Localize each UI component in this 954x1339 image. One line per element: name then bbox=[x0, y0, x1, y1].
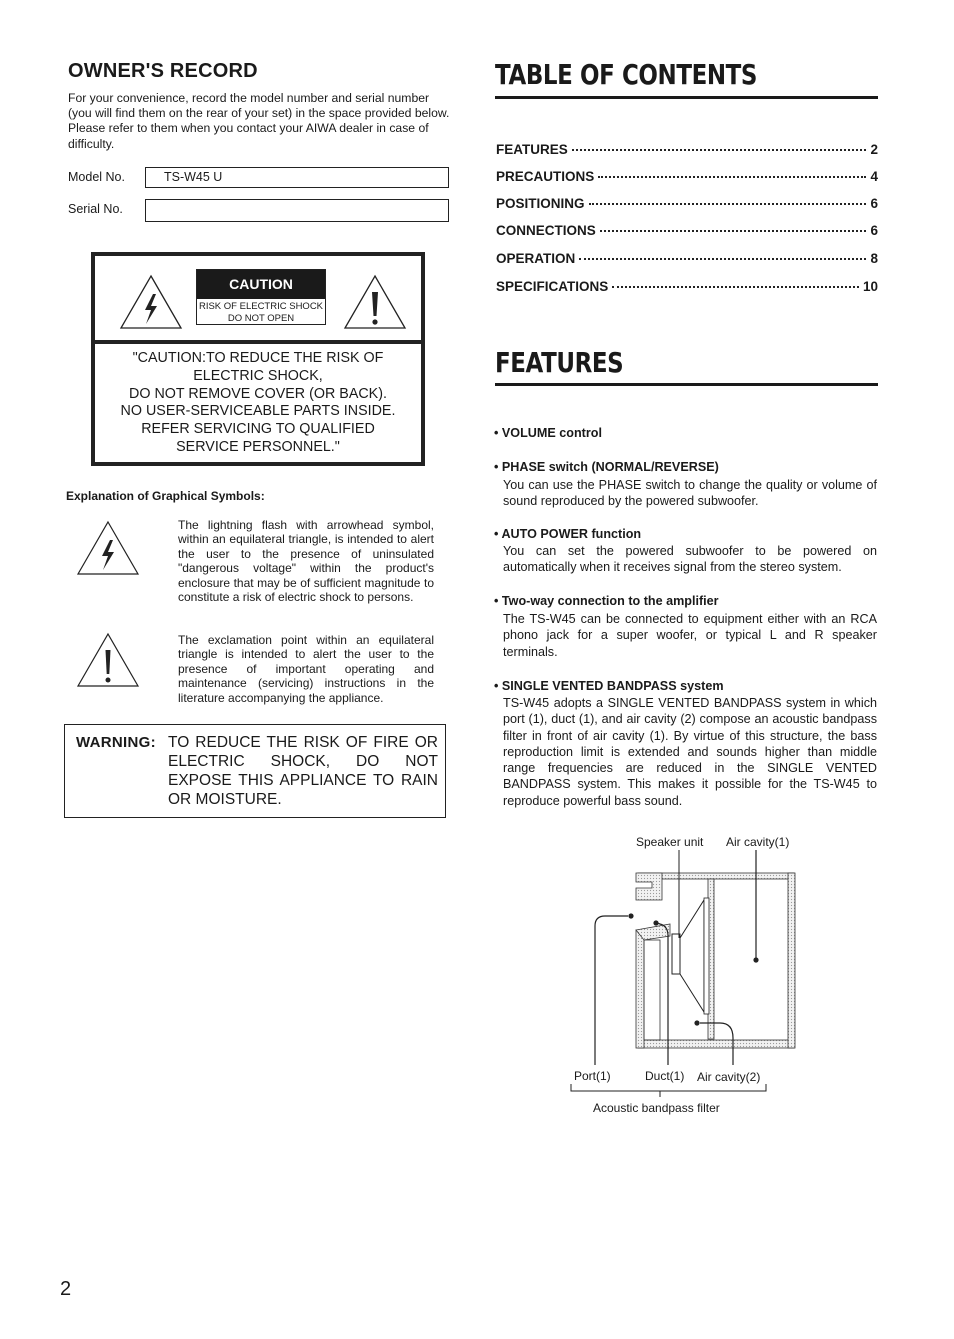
toc-entry-page: 8 bbox=[870, 251, 878, 266]
toc-entry-connections[interactable] bbox=[496, 223, 878, 238]
caution-line: SERVICE PERSONNEL." bbox=[176, 438, 340, 455]
diagram-label-duct-1: Duct(1) bbox=[645, 1069, 685, 1083]
diagram-label-air-cavity-2: Air cavity(2) bbox=[697, 1070, 761, 1084]
toc-entry-specifications[interactable] bbox=[496, 279, 878, 294]
serial-number-label: Serial No. bbox=[68, 202, 123, 216]
toc-entry-operation[interactable] bbox=[496, 251, 878, 266]
caution-line: DO NOT REMOVE COVER (OR BACK). bbox=[129, 385, 387, 402]
toc-entry-label: PRECAUTIONS bbox=[496, 169, 595, 184]
caution-line: REFER SERVICING TO QUALIFIED bbox=[141, 421, 375, 438]
diagram-label-air-cavity-1: Air cavity(1) bbox=[726, 835, 790, 849]
warning-box bbox=[64, 724, 446, 818]
caution-subtext-1: RISK OF ELECTRIC SHOCK bbox=[198, 301, 324, 312]
warning-text: TO REDUCE THE RISK OF FIRE OR ELECTRIC SHOCK, DO NOT EXPOSE THIS APPLIANCE TO RAIN OR MOISTURE. bbox=[168, 734, 438, 808]
feature-title: • VOLUME control bbox=[494, 426, 602, 440]
feature-description: TS-W45 adopts a SINGLE VENTED BANDPASS system in which port (1), duct (1), and air cavity (2) compose an acoustic bandpass filter in front of air cavity (1). By virtue of this structure, the bass reproduction limit is extended and sounds higher than middle range frequencies are reduced in the SINGLE VENTED BANDPASS system. This makes it possible for the TS-W45 to reproduce powerful bass sound. bbox=[503, 696, 877, 808]
warning-label: WARNING: bbox=[76, 734, 156, 751]
exclamation-triangle-icon bbox=[76, 632, 140, 688]
toc-leader bbox=[589, 203, 867, 205]
diagram-label-acoustic-filter: Acoustic bandpass filter bbox=[593, 1101, 720, 1115]
toc-entry-label: SPECIFICATIONS bbox=[496, 279, 609, 294]
toc-entry-page: 10 bbox=[862, 279, 878, 294]
lightning-triangle-icon bbox=[119, 274, 183, 330]
owners-record-title: OWNER'S RECORD bbox=[68, 60, 258, 82]
caution-message bbox=[95, 350, 421, 457]
toc-leader bbox=[572, 149, 867, 151]
model-number-label: Model No. bbox=[68, 170, 125, 184]
exclamation-symbol-explanation: The exclamation point within an equilateral triangle is intended to alert the user to the presence of important operating and maintenance (servicing) instructions in the literature accompanying the appliance. bbox=[178, 633, 434, 705]
caution-line: "CAUTION:TO REDUCE THE RISK OF bbox=[132, 350, 384, 366]
toc-entry-label: FEATURES bbox=[496, 142, 568, 157]
toc-entry-label: CONNECTIONS bbox=[496, 223, 596, 238]
toc-leader bbox=[612, 286, 859, 288]
exclamation-triangle-icon bbox=[343, 274, 407, 330]
model-number-field[interactable]: TS-W45 U bbox=[145, 167, 449, 188]
feature-title: • PHASE switch (NORMAL/REVERSE) bbox=[494, 460, 719, 474]
bandpass-diagram bbox=[580, 850, 810, 1075]
lightning-triangle-icon bbox=[76, 520, 140, 576]
diagram-label-speaker-unit: Speaker unit bbox=[636, 835, 704, 849]
toc-entry-features[interactable] bbox=[496, 142, 878, 157]
feature-description: The TS-W45 can be connected to equipment either with an RCA phono jack for a super woofer, or typical L and R speaker terminals. bbox=[503, 612, 877, 659]
feature-title: • SINGLE VENTED BANDPASS system bbox=[494, 679, 724, 693]
lightning-symbol-explanation: The lightning flash with arrowhead symbol, within an equilateral triangle, is intended to alert the user to the presence of uninsulated "dangerous voltage" within the product's enclosure that may be of sufficient magnitude to constitute a risk of electric shock to persons. bbox=[178, 518, 434, 605]
toc-entry-positioning[interactable] bbox=[496, 196, 878, 211]
feature-description: You can use the PHASE switch to change the quality or volume of sound reproduced by the powered subwoofer. bbox=[503, 478, 877, 509]
toc-leader bbox=[579, 258, 866, 260]
feature-description: You can set the powered subwoofer to be powered on automatically when it receives signal from the stereo system. bbox=[503, 544, 877, 575]
toc-entry-label: POSITIONING bbox=[496, 196, 585, 211]
feature-title: • Two-way connection to the amplifier bbox=[494, 594, 719, 608]
serial-number-field[interactable] bbox=[145, 199, 449, 222]
toc-entry-precautions[interactable] bbox=[496, 169, 878, 184]
filter-bracket bbox=[569, 1084, 769, 1098]
toc-entry-page: 6 bbox=[870, 223, 878, 238]
toc-entry-page: 6 bbox=[870, 196, 878, 211]
diagram-label-port-1: Port(1) bbox=[574, 1069, 611, 1083]
caution-line: NO USER-SERVICEABLE PARTS INSIDE. bbox=[120, 403, 396, 420]
caution-symbol-row bbox=[95, 256, 421, 344]
features-title: FEATURES bbox=[495, 346, 624, 379]
toc-title: TABLE OF CONTENTS bbox=[495, 58, 758, 91]
toc-entry-page: 4 bbox=[870, 169, 878, 184]
caution-label bbox=[196, 269, 326, 325]
toc-entry-label: OPERATION bbox=[496, 251, 576, 266]
owners-record-intro: For your convenience, record the model number and serial number (you will find them on the rear of your set) in the space provided below. Please refer to them when you contact your AIWA dealer in case of difficulty. bbox=[68, 91, 450, 151]
caution-subtext-2: DO NOT OPEN bbox=[227, 313, 295, 324]
toc-rule bbox=[495, 96, 878, 99]
toc-leader bbox=[600, 230, 867, 232]
explanation-title: Explanation of Graphical Symbols: bbox=[66, 489, 265, 503]
features-rule bbox=[495, 383, 878, 386]
page-number: 2 bbox=[60, 1278, 72, 1300]
feature-title: • AUTO POWER function bbox=[494, 527, 642, 541]
caution-heading: CAUTION bbox=[197, 270, 325, 299]
toc-entry-page: 2 bbox=[870, 142, 878, 157]
toc-leader bbox=[598, 176, 866, 178]
caution-line: ELECTRIC SHOCK, bbox=[193, 367, 323, 384]
caution-box bbox=[91, 252, 425, 466]
